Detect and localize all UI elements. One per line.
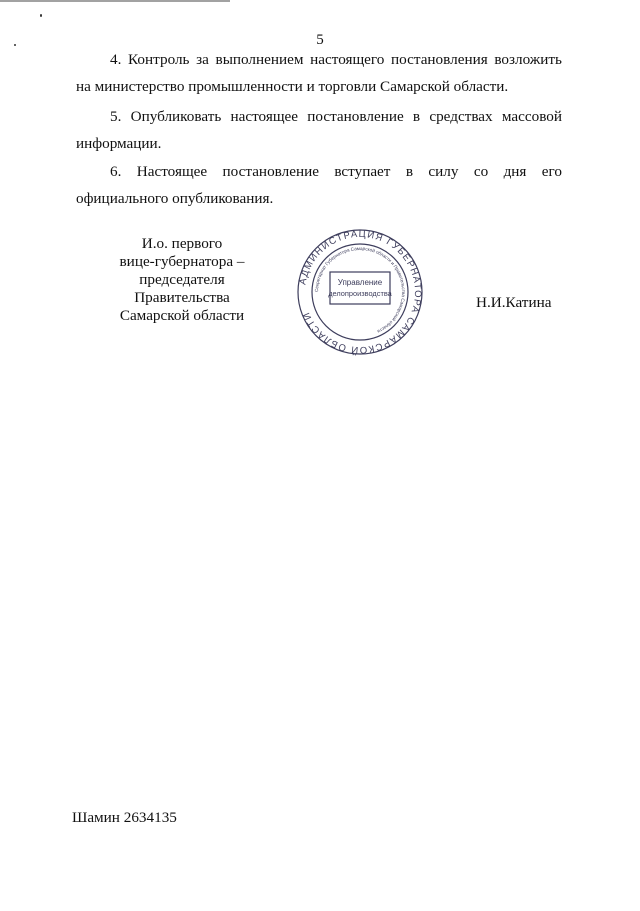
executor-contact: Шамин 2634135	[72, 809, 177, 826]
paragraph-5: 5. Опубликовать настоящее постановление в средствах массовой информации.	[76, 108, 562, 152]
paragraph-4: 4. Контроль за выполнением настоящего постановления возложить на министерство промышленности и торговли Самарской области.	[76, 51, 562, 95]
signatory-position-line: председателя Правительства	[134, 271, 230, 306]
signatory-position-line: И.о. первого	[141, 235, 223, 252]
signatory-position-line: вице-губернатора –	[119, 253, 245, 270]
scan-speck	[40, 14, 42, 17]
stamp-outer-text: АДМИНИСТРАЦИЯ ГУБЕРНАТОРА САМАРСКОЙ ОБЛАСТИ	[297, 228, 424, 356]
signatory-position-line: Самарской области	[119, 307, 245, 324]
stamp-center-line: делопроизводства	[328, 289, 392, 298]
paragraph-6: 6. Настоящее постановление вступает в силу со дня его официального опубликования.	[76, 163, 562, 207]
signatory-name: Н.И.Катина	[476, 294, 552, 311]
stamp-center-line: Управление	[337, 278, 383, 287]
scan-artifact-line	[0, 0, 230, 2]
official-stamp	[296, 228, 424, 356]
signatory-position	[92, 235, 272, 325]
stamp-inner-text: Секретариат Губернатора Самарской области и Правительства Самарской области	[313, 245, 407, 335]
page-number: 5	[316, 32, 324, 48]
